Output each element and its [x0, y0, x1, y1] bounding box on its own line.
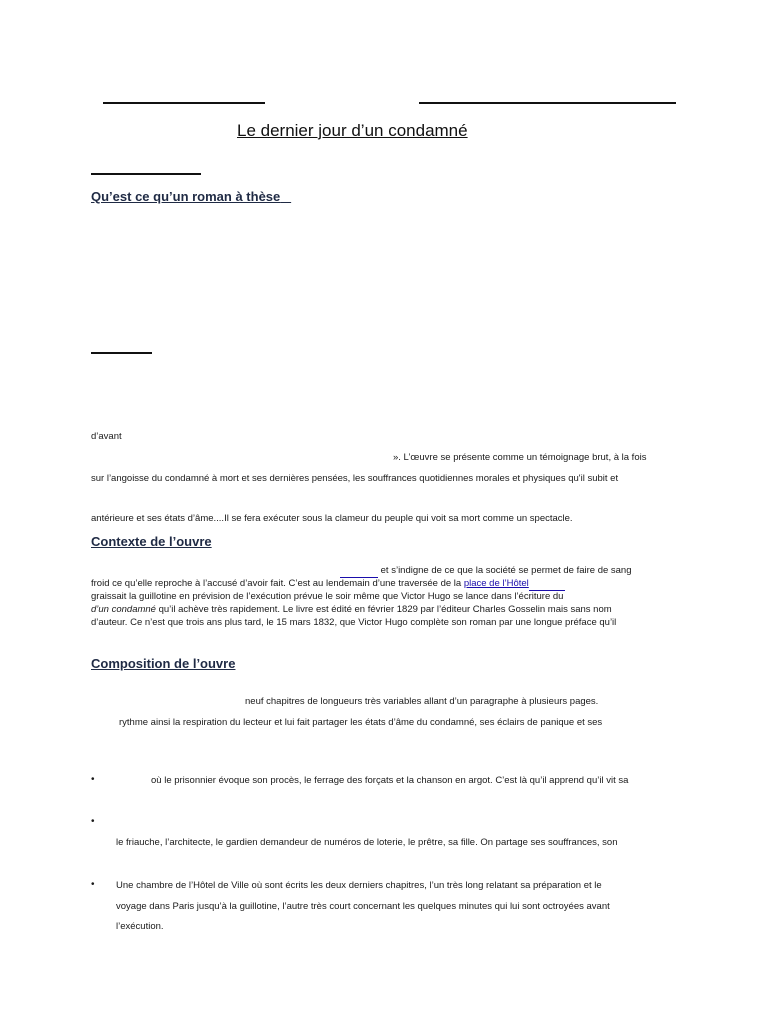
bullet-3: •	[91, 879, 95, 890]
intro-line-1: d’avant	[91, 431, 122, 442]
bullet-1: •	[91, 774, 95, 785]
bullet-3-line-3: l’exécution.	[116, 921, 164, 932]
bullet-2-text: le friauche, l’architecte, le gardien demandeur de numéros de loterie, le prêtre, sa fille. On partage ses souffrances, son	[116, 837, 618, 848]
heading-composition: Composition de l’ouvre	[91, 656, 236, 671]
book-title-italic: d’un condamné	[91, 604, 156, 615]
bullet-2: •	[91, 816, 95, 827]
header-rule-right	[419, 102, 676, 104]
composition-line-1: neuf chapitres de longueurs très variables allant d’un paragraphe à plusieurs pages.	[245, 696, 599, 707]
bullet-3-line-2: voyage dans Paris jusqu’à la guillotine, l’autre très court concernant les quelques minutes qui lui sont octroyées avant	[116, 901, 610, 912]
heading-contexte: Contexte de l’ouvre	[91, 534, 212, 549]
intro-line-2: ». L’œuvre se présente comme un témoignage brut, à la fois	[393, 452, 647, 463]
contexte-line-1	[340, 565, 632, 578]
section-rule-1	[91, 173, 201, 175]
blank-underline	[340, 565, 378, 578]
intro-line-3: sur l’angoisse du condamné à mort et ses dernières pensées, les souffrances quotidiennes morales et physiques qu'il subit et	[91, 473, 619, 484]
contexte-line-4-text: qu’il achève très rapidement. Le livre est édité en février 1829 par l’éditeur Charles Gosselin mais sans nom	[155, 604, 612, 615]
contexte-line-1-text: et s’indigne de ce que la société se permet de faire de sang	[380, 565, 632, 576]
header-rule-left	[103, 102, 265, 104]
section-rule-2	[91, 352, 152, 354]
heading-roman-a-these-text: Qu’est ce qu’un roman à thèse	[91, 189, 281, 204]
bullet-3-line-1: Une chambre de l’Hôtel de Ville où sont écrits les deux derniers chapitres, l’un très long relatant sa préparation et le	[116, 880, 602, 891]
composition-line-2: rythme ainsi la respiration du lecteur et lui fait partager les états d’âme du condamné, ses éclairs de panique et ses	[119, 717, 603, 728]
contexte-line-3: graissait la guillotine en prévision de l’exécution prévue le soir même que Victor Hugo se lance dans l’écriture du	[91, 591, 564, 602]
contexte-line-5: d’auteur. Ce n’est que trois ans plus tard, le 15 mars 1832, que Victor Hugo complète son roman par une longue préface qu’il	[91, 617, 617, 628]
bullet-1-text: où le prisonnier évoque son procès, le ferrage des forçats et la chanson en argot. C’est là qu’il apprend qu’il vit sa	[151, 775, 629, 786]
link-underline-tail	[529, 578, 565, 591]
intro-line-4: antérieure et ses états d’âme....Il se fera exécuter sous la clameur du peuple qui voit sa mort comme un spectacle.	[91, 513, 573, 524]
place-hotel-link[interactable]: place de l’Hôtel	[463, 578, 529, 589]
heading-roman-a-these	[91, 189, 291, 204]
document-title: Le dernier jour d’un condamné	[237, 121, 468, 140]
contexte-line-2-text: froid ce qu’elle reproche à l’accusé d’avoir fait. C’est au lendemain d’une traversée de la	[91, 578, 464, 589]
contexte-line-2	[91, 578, 565, 591]
contexte-line-4	[91, 604, 612, 616]
